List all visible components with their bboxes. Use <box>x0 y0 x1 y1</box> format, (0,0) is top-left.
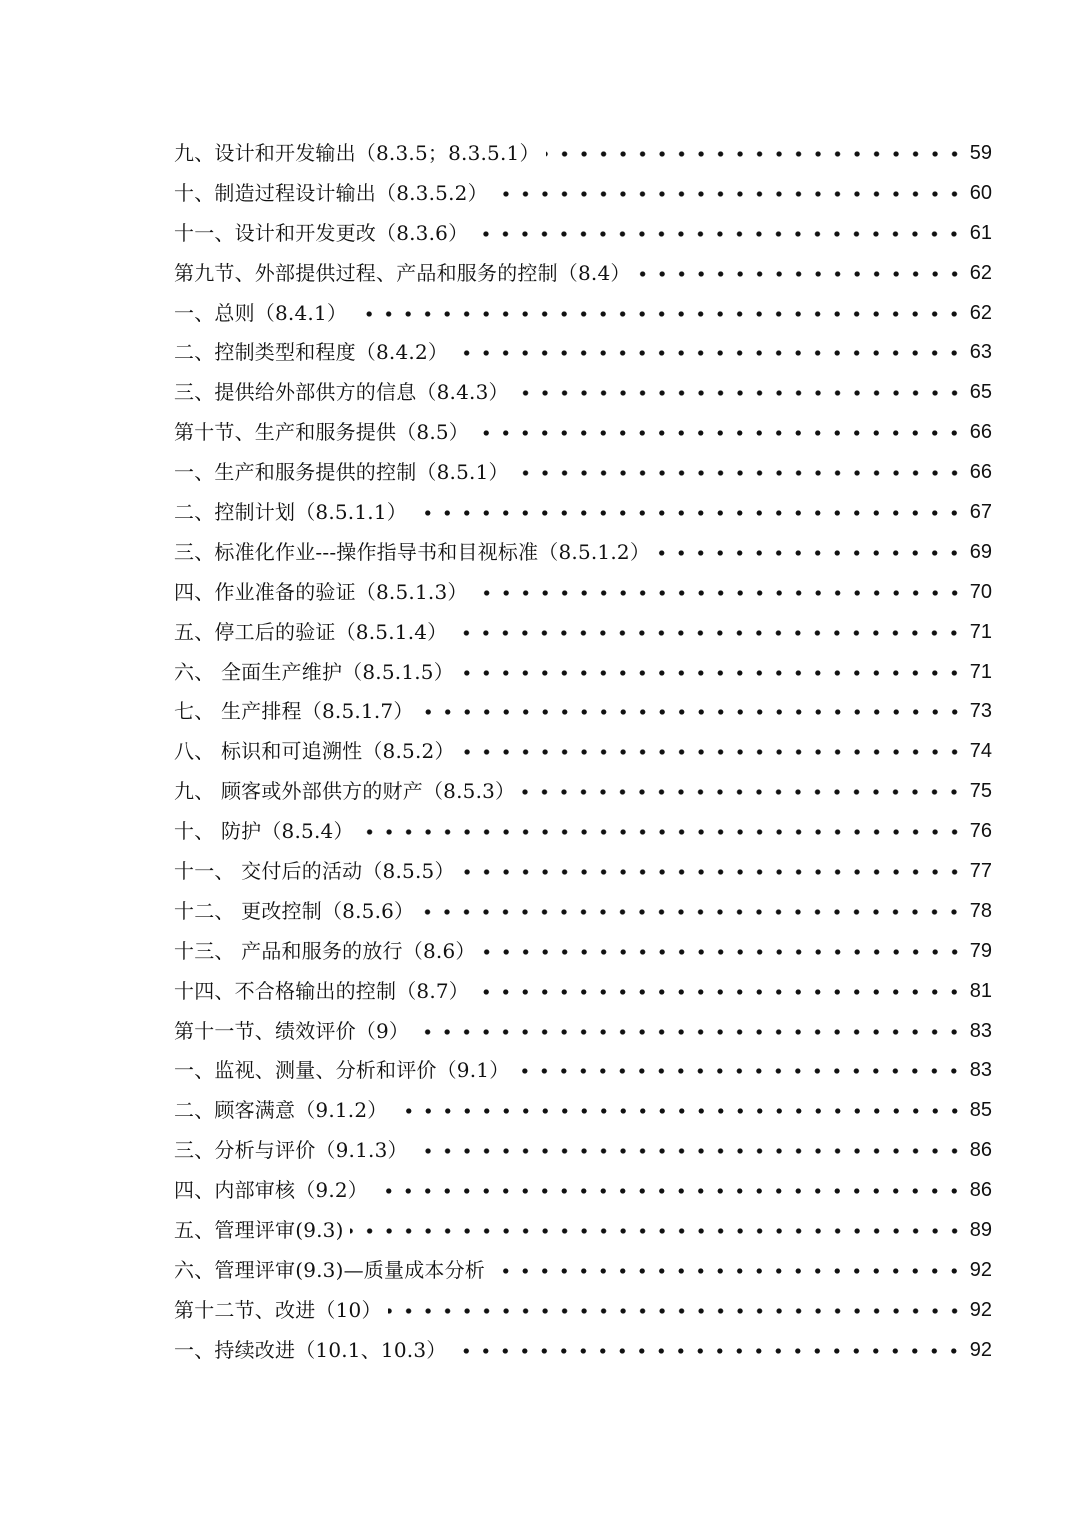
toc-entry-title: 第九节、外部提供过程、产品和服务的控制（8.4） <box>174 260 631 285</box>
toc-entry-title: 一、监视、测量、分析和评价（9.1） <box>174 1058 510 1083</box>
toc-dot-leader <box>452 1347 964 1355</box>
toc-dot-leader <box>461 868 964 876</box>
toc-page-number: 75 <box>969 780 992 803</box>
toc-page-number: 61 <box>969 221 992 244</box>
toc-entry-title: 二、控制计划（8.5.1.1） <box>174 499 407 524</box>
toc-entry[interactable] <box>174 851 992 891</box>
toc-page-number: 79 <box>969 939 992 962</box>
toc-entry-title: 第十二节、改进（10） <box>174 1297 382 1322</box>
toc-entry-title: 九、设计和开发输出（8.3.5；8.3.5.1） <box>174 140 540 165</box>
toc-dot-leader <box>475 429 964 437</box>
toc-entry-title: 七、 生产排程（8.5.1.7） <box>174 699 414 724</box>
toc-page-number: 83 <box>969 1059 992 1082</box>
toc-page-number: 78 <box>969 899 992 922</box>
toc-dot-leader <box>475 988 964 996</box>
toc-entry[interactable] <box>174 811 992 851</box>
toc-entry-title: 四、内部审核（9.2） <box>174 1178 369 1203</box>
toc-dot-leader <box>415 1028 964 1036</box>
toc-page-number: 71 <box>969 620 992 643</box>
toc-entry[interactable] <box>174 173 992 213</box>
toc-entry-title: 一、总则（8.4.1） <box>174 300 348 325</box>
toc-entry-title: 九、 顾客或外部供方的财产（8.5.3） <box>174 779 516 804</box>
toc-entry[interactable] <box>174 691 992 731</box>
toc-page-number: 92 <box>969 1338 992 1361</box>
toc-page-number: 62 <box>969 301 992 324</box>
toc-page-number: 69 <box>969 540 992 563</box>
toc-entry[interactable] <box>174 731 992 771</box>
toc-page-number: 83 <box>969 1019 992 1042</box>
toc-entry-title: 五、管理评审(9.3) <box>174 1217 344 1242</box>
toc-page-number: 70 <box>969 580 992 603</box>
toc-page-number: 63 <box>969 341 992 364</box>
toc-entry[interactable] <box>174 891 992 931</box>
toc-entry-title: 第十节、生产和服务提供（8.5） <box>174 420 470 445</box>
toc-dot-leader <box>515 1067 964 1075</box>
toc-page-number: 86 <box>969 1179 992 1202</box>
toc-entry-title: 十三、 产品和服务的放行（8.6） <box>174 938 476 963</box>
toc-entry-title: 六、 全面生产维护（8.5.1.5） <box>174 659 454 684</box>
toc-entry-title: 八、 标识和可追溯性（8.5.2） <box>174 739 455 764</box>
toc-dot-leader <box>461 748 964 756</box>
toc-entry-title: 十二、 更改控制（8.5.6） <box>174 898 415 923</box>
toc-dot-leader <box>374 1187 964 1195</box>
toc-page-number: 66 <box>969 421 992 444</box>
toc-dot-leader <box>420 908 964 916</box>
toc-dot-leader <box>474 230 964 238</box>
toc-entry-title: 五、停工后的验证（8.5.1.4） <box>174 619 448 644</box>
toc-page-number: 85 <box>969 1099 992 1122</box>
toc-entry-title: 三、标准化作业---操作指导书和目视标准（8.5.1.2） <box>174 539 651 564</box>
toc-entry-title: 三、分析与评价（9.1.3） <box>174 1138 408 1163</box>
toc-page-number: 92 <box>969 1298 992 1321</box>
toc-dot-leader <box>521 788 964 796</box>
toc-page-number: 74 <box>969 740 992 763</box>
toc-entry-title: 十、制造过程设计输出（8.3.5.2） <box>174 180 488 205</box>
toc-dot-leader <box>350 1227 964 1235</box>
toc-page-number: 86 <box>969 1139 992 1162</box>
toc-dot-leader <box>491 1267 964 1275</box>
toc-dot-leader <box>546 150 964 158</box>
toc-entry[interactable] <box>174 1011 992 1051</box>
toc-page-number: 76 <box>969 820 992 843</box>
toc-entry-title: 十、 防护（8.5.4） <box>174 819 354 844</box>
toc-entry[interactable] <box>174 1090 992 1130</box>
toc-entry-title: 十四、不合格输出的控制（8.7） <box>174 978 470 1003</box>
toc-entry[interactable] <box>174 1250 992 1290</box>
toc-page-number: 77 <box>969 859 992 882</box>
toc-dot-leader <box>420 708 964 716</box>
toc-dot-leader <box>394 1107 965 1115</box>
toc-entry[interactable] <box>174 771 992 811</box>
table-of-contents <box>174 133 992 1370</box>
toc-dot-leader <box>474 589 964 597</box>
toc-dot-leader <box>353 310 964 318</box>
toc-page-number: 59 <box>969 141 992 164</box>
toc-dot-leader <box>388 1307 964 1315</box>
toc-entry[interactable] <box>174 372 992 412</box>
toc-page-number: 66 <box>969 461 992 484</box>
toc-dot-leader <box>453 629 964 637</box>
toc-entry[interactable] <box>174 213 992 253</box>
toc-entry-title: 二、控制类型和程度（8.4.2） <box>174 340 449 365</box>
toc-entry[interactable] <box>174 412 992 452</box>
toc-dot-leader <box>637 270 964 278</box>
toc-entry[interactable] <box>174 572 992 612</box>
toc-entry[interactable] <box>174 1330 992 1370</box>
toc-entry[interactable] <box>174 612 992 652</box>
toc-dot-leader <box>515 389 964 397</box>
toc-dot-leader <box>482 948 964 956</box>
toc-dot-leader <box>454 349 964 357</box>
toc-entry-title: 二、顾客满意（9.1.2） <box>174 1098 388 1123</box>
toc-page-number: 71 <box>969 660 992 683</box>
toc-page-number: 60 <box>969 181 992 204</box>
toc-page-number: 73 <box>969 700 992 723</box>
toc-entry-title: 六、管理评审(9.3)—质量成本分析 <box>174 1257 486 1282</box>
toc-entry-title: 十一、 交付后的活动（8.5.5） <box>174 858 455 883</box>
toc-dot-leader <box>360 828 964 836</box>
toc-dot-leader <box>515 469 964 477</box>
toc-entry[interactable] <box>174 931 992 971</box>
toc-page-number: 81 <box>969 979 992 1002</box>
toc-entry-title: 一、生产和服务提供的控制（8.5.1） <box>174 460 509 485</box>
toc-entry[interactable] <box>174 293 992 333</box>
toc-entry-title: 三、提供给外部供方的信息（8.4.3） <box>174 380 509 405</box>
toc-dot-leader <box>414 1147 964 1155</box>
toc-entry[interactable] <box>174 1050 992 1090</box>
toc-entry-title: 四、作业准备的验证（8.5.1.3） <box>174 579 468 604</box>
toc-entry[interactable] <box>174 452 992 492</box>
toc-dot-leader <box>460 669 964 677</box>
toc-dot-leader <box>656 549 964 557</box>
toc-entry[interactable] <box>174 332 992 372</box>
toc-entry[interactable] <box>174 1130 992 1170</box>
toc-entry-title: 十一、设计和开发更改（8.3.6） <box>174 220 469 245</box>
toc-entry-title: 一、持续改进（10.1、10.3） <box>174 1337 447 1362</box>
toc-page-number: 92 <box>969 1258 992 1281</box>
toc-dot-leader <box>494 190 964 198</box>
toc-entry[interactable] <box>174 652 992 692</box>
toc-entry[interactable] <box>174 492 992 532</box>
toc-entry[interactable] <box>174 532 992 572</box>
toc-page-number: 89 <box>969 1218 992 1241</box>
toc-page-number: 65 <box>969 381 992 404</box>
toc-page-number: 67 <box>969 500 992 523</box>
toc-entry[interactable] <box>174 1210 992 1250</box>
toc-entry[interactable] <box>174 133 992 173</box>
toc-entry[interactable] <box>174 253 992 293</box>
toc-entry[interactable] <box>174 1290 992 1330</box>
toc-entry-title: 第十一节、绩效评价（9） <box>174 1018 410 1043</box>
toc-dot-leader <box>413 509 964 517</box>
toc-page-number: 62 <box>969 261 992 284</box>
toc-entry[interactable] <box>174 1170 992 1210</box>
toc-entry[interactable] <box>174 971 992 1011</box>
